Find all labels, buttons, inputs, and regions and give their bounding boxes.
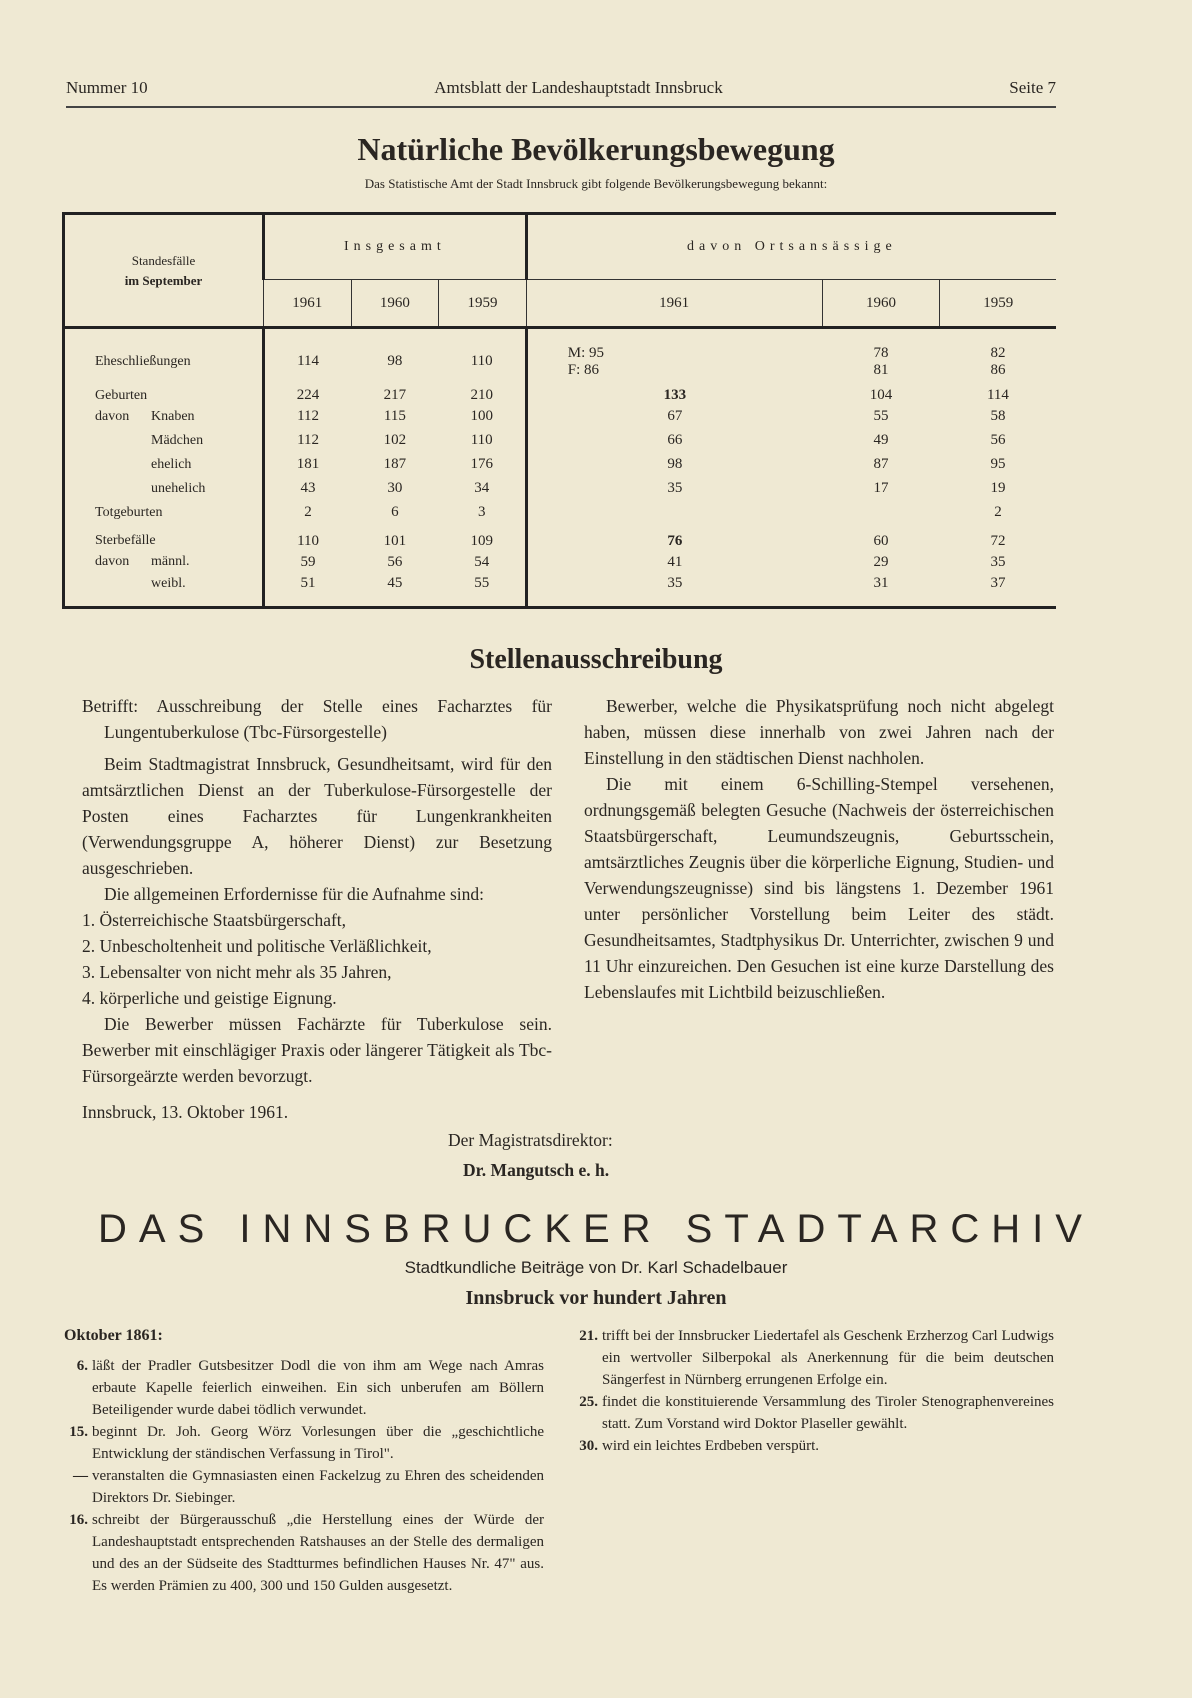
table-cell: 56: [387, 553, 403, 570]
corner-line-2: im September: [124, 272, 203, 288]
table-cell: [822, 501, 940, 525]
chronicle-item: [64, 1355, 544, 1421]
table-cell: 98: [526, 453, 822, 477]
publication-title: Amtsblatt der Landeshauptstadt Innsbruck: [434, 78, 723, 97]
table-cell: 110: [264, 525, 352, 551]
table-row: [64, 328, 1057, 380]
row-label-text: männl.: [151, 554, 190, 570]
table-cell: 187: [383, 456, 407, 473]
row-label-text: Sterbefälle: [95, 533, 156, 549]
table-cell: 66: [526, 429, 822, 453]
item-text: läßt der Pradler Gutsbesitzer Dodl die von ihm am Wege nach Amras erbaute Kapelle feierlich einweihen. Ein sich unberufen am Böllern Beteiligender wurde dabei tödlich verwundet.: [92, 1357, 544, 1418]
table-cell: 112: [264, 429, 352, 453]
year-header: 1959: [940, 280, 1056, 328]
population-table: [62, 212, 1056, 609]
table-cell: 19: [990, 480, 1006, 497]
table-row: [64, 477, 1057, 501]
day-number: 15.: [69, 1423, 88, 1440]
table-cell: 104: [869, 387, 893, 403]
table-row: [64, 525, 1057, 551]
table-cell: 72: [990, 532, 1006, 549]
table-cell: 82 86: [990, 345, 1006, 378]
row-label-text: ehelich: [151, 456, 192, 472]
chronicle-body: [64, 1325, 1054, 1597]
table-cell: 114: [986, 387, 1009, 403]
row-label: [64, 550, 264, 574]
corner-header: [64, 214, 264, 328]
table-cell: 76: [526, 525, 822, 551]
row-label: [64, 501, 264, 525]
item-text: schreibt der Bürgerausschuß „die Herstellung eines der Würde der Landeshauptstadt entsprechenden Ratshauses an der Stelle des dermaligen und des an der Südseite des Stadtturmes befindlichen Hauses Nr. 47" aus. Es werden Prämien zu 400, 300 und 150 Gulden ausgesetzt.: [92, 1511, 544, 1594]
day-number: 16.: [69, 1511, 88, 1528]
table-cell: 49: [873, 432, 889, 449]
chronicle-item: [64, 1509, 544, 1597]
table-cell: 35: [990, 553, 1006, 570]
item-text: wird ein leichtes Erdbeben verspürt.: [602, 1437, 820, 1454]
row-label-text: Geburten: [95, 387, 148, 403]
row-label: [64, 429, 264, 453]
table-cell: 43: [264, 477, 352, 501]
day-number: 25.: [579, 1393, 598, 1410]
table-cell: 60: [873, 532, 889, 549]
table-cell: 30: [387, 480, 403, 497]
day-number: 6.: [76, 1357, 88, 1374]
job-column-right: [584, 693, 1054, 1089]
archive-heading: Innsbruck vor hundert Jahren: [465, 1286, 727, 1309]
chronicle-item: [64, 1465, 544, 1509]
table-cell: 35: [526, 477, 822, 501]
table-cell: 34: [474, 480, 490, 497]
job-paragraph: Die allgemeinen Erfordernisse für die Aufnahme sind:: [104, 883, 485, 904]
row-label: [64, 525, 264, 551]
chronicle-item: [574, 1325, 1054, 1391]
table-cell: 59: [264, 550, 352, 574]
table-cell: 2: [264, 501, 352, 525]
table-cell: 6: [391, 504, 399, 521]
table-cell: 78 81: [873, 345, 889, 378]
page-header: [66, 78, 1056, 108]
table-cell: 110: [470, 353, 493, 370]
table-cell: 41: [526, 550, 822, 574]
table-cell: 3: [477, 504, 486, 521]
year-header: 1960: [351, 280, 439, 328]
row-label-text: unehelich: [151, 480, 206, 496]
table-cell: M: 95 F: 86: [526, 328, 822, 380]
row-prefix: davon: [95, 408, 130, 424]
row-label-text: Knaben: [151, 408, 195, 424]
table-cell: 102: [383, 432, 407, 449]
year-header: 1959: [439, 280, 527, 328]
section-title-job: Stellenausschreibung: [469, 643, 723, 675]
row-label: [64, 405, 264, 429]
year-header: 1960: [822, 280, 940, 328]
posting-date: Innsbruck, 13. Oktober 1961.: [82, 1101, 289, 1122]
table-row: [64, 429, 1057, 453]
chronicle-column-right: [574, 1325, 1054, 1597]
year-header: 1961: [264, 280, 352, 328]
table-cell: 17: [873, 480, 889, 497]
table-cell: 181: [264, 453, 352, 477]
group-header-residents: davon Ortsansässige: [526, 214, 1056, 280]
row-label: [64, 574, 264, 607]
job-paragraph: Die Bewerber müssen Fachärzte für Tuberkulose sein. Bewerber mit einschlägiger Praxis oder längerer Tätigkeit als Tbc-Fürsorgeärzte werden bevorzugt.: [82, 1013, 552, 1086]
item-text: veranstalten die Gymnasiasten einen Fackelzug zu Ehren des scheidenden Direktors Dr. Siebinger.: [92, 1467, 544, 1506]
table-cell: 98: [387, 353, 403, 370]
item-text: findet die konstituierende Versammlung des Tiroler Stenographenvereines statt. Zum Vorstand wird Doktor Plaseller gewählt.: [602, 1393, 1054, 1432]
requirement-item: 3. Lebensalter von nicht mehr als 35 Jahren,: [82, 961, 392, 982]
table-cell: 67: [526, 405, 822, 429]
corner-line-1: Standesfälle: [131, 252, 196, 268]
section-title-population: Natürliche Bevölkerungsbewegung: [357, 131, 835, 167]
table-cell: 112: [264, 405, 352, 429]
requirement-item: 2. Unbescholtenheit und politische Verläßlichkeit,: [82, 935, 432, 956]
row-prefix: davon: [95, 554, 130, 570]
table-row: [64, 574, 1057, 607]
table-cell: 56: [990, 432, 1006, 449]
table-cell: 37: [990, 575, 1006, 591]
table-cell: 87: [873, 456, 889, 473]
row-label: [64, 328, 264, 380]
table-row: [64, 453, 1057, 477]
item-text: trifft bei der Innsbrucker Liedertafel als Geschenk Erzherzog Carl Ludwigs ein wertvoller Silberpokal als Anerkennung für die beim deutschen Sängerfest in Nürnberg errungenen Erfolge ein.: [602, 1327, 1054, 1388]
table-cell: 29: [873, 553, 889, 570]
requirement-item: 4. körperliche und geistige Eignung.: [82, 987, 337, 1008]
chronicle-item: [64, 1421, 544, 1465]
job-paragraph: Die mit einem 6-Schilling-Stempel versehenen, ordnungsgemäß belegten Gesuche (Nachweis der österreichischen Staatsbürgerschaft, Leumundszeugnis, Geburtsschein, amtsärztliches Zeugnis über die körperliche Eignung, Studien- und Verwendungszeugnisse) sind bis längstens 1. Dezember 1961 unter persönlicher Vorstellung beim Leiter des städt. Gesundheitsamtes, Stadtphysikus Dr. Unterrichter, zwischen 9 und 11 Uhr einzureichen. Den Gesuchen ist eine kurze Darstellung des Lebenslaufes mit Lichtbild beizuschließen.: [584, 773, 1054, 1002]
signatory-name: Dr. Mangutsch e. h.: [463, 1159, 610, 1180]
archive-title: DAS INNSBRUCKER STADTARCHIV: [98, 1206, 1094, 1251]
table-cell: 100: [470, 408, 493, 425]
table-cell: 114: [264, 328, 352, 380]
row-label-text: Eheschließungen: [95, 353, 191, 369]
section-subtitle-population: Das Statistische Amt der Stadt Innsbruck gibt folgende Bevölkerungsbewegung bekannt:: [364, 176, 828, 191]
chronicle-column-left: [64, 1325, 544, 1597]
row-label-text: Totgeburten: [95, 504, 163, 520]
table-cell: 133: [526, 379, 822, 405]
signatory-role: Der Magistratsdirektor:: [448, 1129, 613, 1150]
row-label: [64, 477, 264, 501]
table-row: [64, 550, 1057, 574]
table-cell: 51: [264, 574, 352, 607]
table-cell: [526, 501, 822, 525]
table-cell: 55: [873, 408, 889, 425]
item-text: beginnt Dr. Joh. Georg Wörz Vorlesungen über die „geschichtliche Entwicklung der ständischen Verfassung in Tirol".: [92, 1423, 544, 1462]
table-cell: 55: [474, 575, 490, 591]
row-label: [64, 453, 264, 477]
page-number: Seite 7: [1009, 78, 1056, 97]
job-paragraph: Bewerber, welche die Physikatsprüfung noch nicht abgelegt haben, müssen diese innerhalb von zwei Jahren nach der Einstellung in den städtischen Dienst nachholen.: [584, 695, 1054, 768]
job-paragraph: Beim Stadtmagistrat Innsbruck, Gesundheitsamt, wird für den amtsärztlichen Dienst an der Tuberkulose-Fürsorgestelle der Posten eines Facharztes für Lungenkrankheiten (Verwendungsgruppe A, höherer Dienst) zur Besetzung ausgeschrieben.: [82, 753, 552, 878]
table-cell: 115: [383, 408, 406, 425]
table-row: [64, 501, 1057, 525]
table-cell: 95: [990, 456, 1006, 473]
day-number: —: [73, 1467, 88, 1484]
table-cell: 110: [470, 432, 493, 449]
table-cell: 210: [470, 387, 493, 403]
chronicle-item: [574, 1435, 1054, 1457]
group-header-total: Insgesamt: [264, 214, 527, 280]
job-subject: Betrifft: Ausschreibung der Stelle eines Facharztes für Lungentuberkulose (Tbc-Fürsorgestelle): [82, 695, 552, 742]
row-label: [64, 379, 264, 405]
table-cell: 101: [383, 532, 407, 549]
year-header: 1961: [526, 280, 822, 328]
row-label-text: weibl.: [151, 575, 186, 591]
job-posting-body: [82, 693, 1054, 1089]
table-row: [64, 405, 1057, 429]
table-cell: 2: [994, 504, 1002, 521]
table-row: [64, 379, 1057, 405]
table-cell: 35: [526, 574, 822, 607]
requirement-item: 1. Österreichische Staatsbürgerschaft,: [82, 909, 347, 930]
table-cell: 217: [383, 387, 407, 403]
table-cell: 58: [990, 408, 1006, 425]
table-cell: 31: [873, 575, 889, 591]
table-cell: 176: [470, 456, 493, 473]
requirements-list: [82, 907, 552, 1011]
day-number: 30.: [579, 1437, 598, 1454]
issue-number: Nummer 10: [66, 78, 148, 97]
table-cell: 224: [264, 379, 352, 405]
chronicle-month: Oktober 1861:: [64, 1326, 163, 1344]
table-cell: 54: [474, 553, 490, 570]
table-cell: 109: [470, 532, 493, 549]
chronicle-item: [574, 1391, 1054, 1435]
archive-subtitle: Stadtkundliche Beiträge von Dr. Karl Schadelbauer: [404, 1257, 788, 1277]
row-label-text: Mädchen: [151, 432, 204, 448]
table-cell: 45: [387, 575, 403, 591]
job-column-left: [82, 693, 552, 1089]
day-number: 21.: [579, 1327, 598, 1344]
